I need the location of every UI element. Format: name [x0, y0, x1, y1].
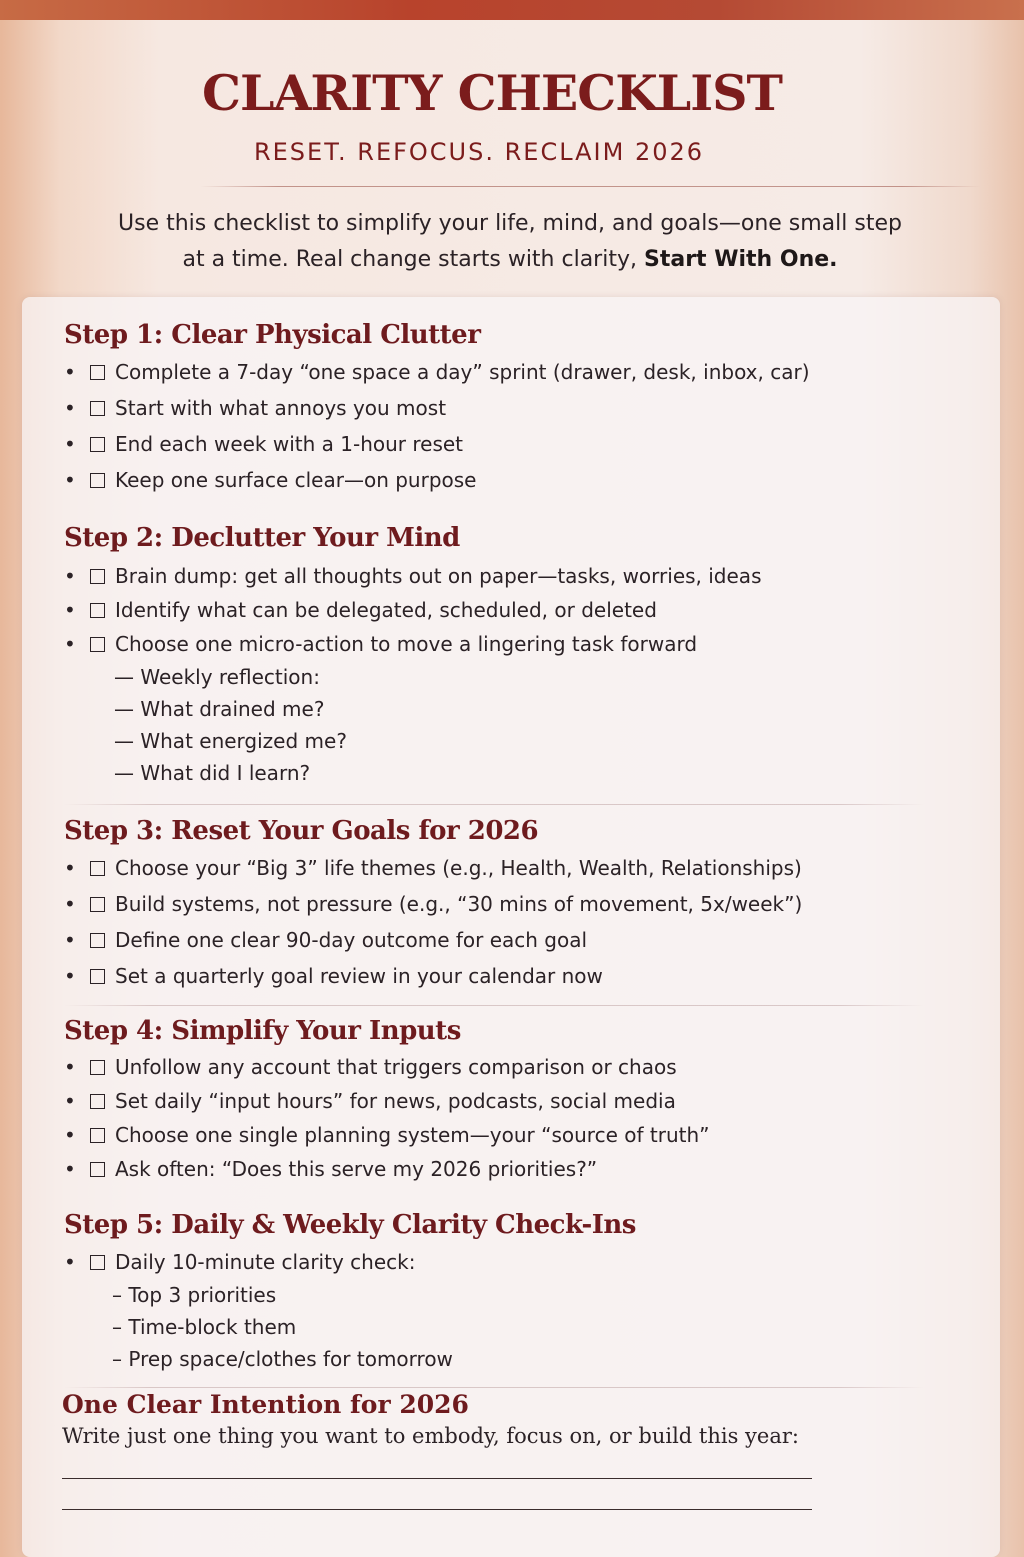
checklist-item	[64, 1084, 710, 1118]
checkbox[interactable]	[90, 933, 105, 948]
item-text: Brain dump: get all thoughts out on paper—tasks, worries, ideas	[115, 564, 762, 588]
sub-item: – Prep space/clothes for tomorrow	[112, 1347, 453, 1371]
sub-item: – Top 3 priorities	[112, 1283, 277, 1307]
checklist-item	[64, 1118, 710, 1152]
checklist-item	[64, 354, 810, 390]
bullet-icon: •	[64, 432, 76, 456]
writing-line[interactable]	[62, 1478, 812, 1479]
bullet-icon: •	[64, 632, 76, 656]
checklist-item	[64, 426, 810, 462]
step-4-title: Step 4: Simplify Your Inputs	[64, 1016, 461, 1046]
checkbox[interactable]	[90, 1094, 105, 1109]
intro-line-2: at a time. Real change starts with clarity,	[182, 247, 637, 272]
sub-item: — What energized me?	[114, 729, 347, 753]
intro-line-1: Use this checklist to simplify your life, mind, and goals—one small step	[118, 211, 902, 236]
bullet-icon: •	[64, 964, 76, 988]
checkbox[interactable]	[90, 1128, 105, 1143]
section-divider	[64, 1387, 924, 1388]
checklist-item	[64, 593, 761, 627]
checklist-item	[64, 922, 802, 958]
checkbox[interactable]	[90, 897, 105, 912]
header-divider	[200, 186, 980, 187]
step-5-title: Step 5: Daily & Weekly Clarity Check-Ins	[64, 1210, 636, 1240]
checkbox[interactable]	[90, 473, 105, 488]
bullet-icon: •	[64, 856, 76, 880]
bullet-icon: •	[64, 1157, 76, 1181]
bullet-icon: •	[64, 1250, 76, 1274]
item-text: Unfollow any account that triggers comparison or chaos	[115, 1055, 677, 1079]
item-text: Define one clear 90-day outcome for each goal	[115, 928, 588, 952]
item-text: Start with what annoys you most	[115, 396, 447, 420]
item-text: Build systems, not pressure (e.g., “30 mins of movement, 5x/week”)	[115, 892, 803, 916]
checklist-item	[64, 390, 810, 426]
checkbox[interactable]	[90, 437, 105, 452]
item-text: Identify what can be delegated, scheduled, or deleted	[115, 598, 657, 622]
checklist-item	[64, 850, 802, 886]
bullet-icon: •	[64, 928, 76, 952]
intention-prompt: Write just one thing you want to embody, focus on, or build this year:	[62, 1424, 799, 1448]
item-text: Choose one micro-action to move a lingering task forward	[115, 632, 698, 656]
bullet-icon: •	[64, 1055, 76, 1079]
item-text: Set a quarterly goal review in your calendar now	[115, 964, 603, 988]
checklist-item	[64, 958, 802, 994]
intro-paragraph	[40, 206, 980, 278]
checklist-item	[64, 559, 761, 593]
bullet-icon: •	[64, 468, 76, 492]
checklist-item	[64, 886, 802, 922]
bullet-icon: •	[64, 564, 76, 588]
intention-title: One Clear Intention for 2026	[62, 1390, 469, 1419]
top-accent-bar	[0, 0, 1024, 20]
checkbox[interactable]	[90, 969, 105, 984]
checklist-item	[64, 462, 810, 498]
checklist-item	[64, 627, 761, 661]
bullet-icon: •	[64, 396, 76, 420]
item-text: Choose your “Big 3” life themes (e.g., Health, Wealth, Relationships)	[115, 856, 802, 880]
sub-item: — What did I learn?	[114, 761, 311, 785]
checkbox[interactable]	[90, 1060, 105, 1075]
sub-item: — What drained me?	[114, 697, 325, 721]
section-divider	[64, 1005, 924, 1006]
step-2-list	[64, 559, 761, 789]
step-3-list	[64, 850, 802, 994]
item-text: End each week with a 1-hour reset	[115, 432, 464, 456]
checklist-item	[64, 1050, 710, 1084]
writing-line[interactable]	[62, 1509, 812, 1510]
checkbox[interactable]	[90, 861, 105, 876]
checkbox[interactable]	[90, 401, 105, 416]
bullet-icon: •	[64, 1123, 76, 1147]
sub-item: – Time-block them	[112, 1315, 297, 1339]
section-divider	[64, 804, 924, 805]
sub-item: — Weekly reflection:	[114, 665, 320, 689]
step-5-list	[64, 1245, 453, 1375]
checkbox[interactable]	[90, 637, 105, 652]
item-text: Ask often: “Does this serve my 2026 priorities?”	[115, 1157, 598, 1181]
page-subtitle: RESET. REFOCUS. RECLAIM 2026	[253, 138, 705, 166]
step-2-title: Step 2: Declutter Your Mind	[64, 523, 460, 553]
checklist-item	[64, 1152, 710, 1186]
intro-emphasis: Start With One.	[643, 247, 838, 272]
step-1-title: Step 1: Clear Physical Clutter	[64, 320, 481, 350]
item-text: Keep one surface clear—on purpose	[115, 468, 477, 492]
checkbox[interactable]	[90, 1162, 105, 1177]
checkbox[interactable]	[90, 603, 105, 618]
checkbox[interactable]	[90, 365, 105, 380]
bullet-icon: •	[64, 598, 76, 622]
step-3-title: Step 3: Reset Your Goals for 2026	[64, 816, 539, 846]
checklist-item	[64, 1245, 453, 1279]
step-1-list	[64, 354, 810, 498]
bullet-icon: •	[64, 360, 76, 384]
checkbox[interactable]	[90, 1255, 105, 1270]
item-text: Daily 10-minute clarity check:	[115, 1250, 416, 1274]
page-title: CLARITY CHECKLIST	[201, 64, 783, 122]
checkbox[interactable]	[90, 569, 105, 584]
bullet-icon: •	[64, 1089, 76, 1113]
bullet-icon: •	[64, 892, 76, 916]
item-text: Set daily “input hours” for news, podcasts, social media	[115, 1089, 676, 1113]
item-text: Choose one single planning system—your “source of truth”	[115, 1123, 710, 1147]
step-4-list	[64, 1050, 710, 1186]
item-text: Complete a 7-day “one space a day” sprint (drawer, desk, inbox, car)	[115, 360, 810, 384]
